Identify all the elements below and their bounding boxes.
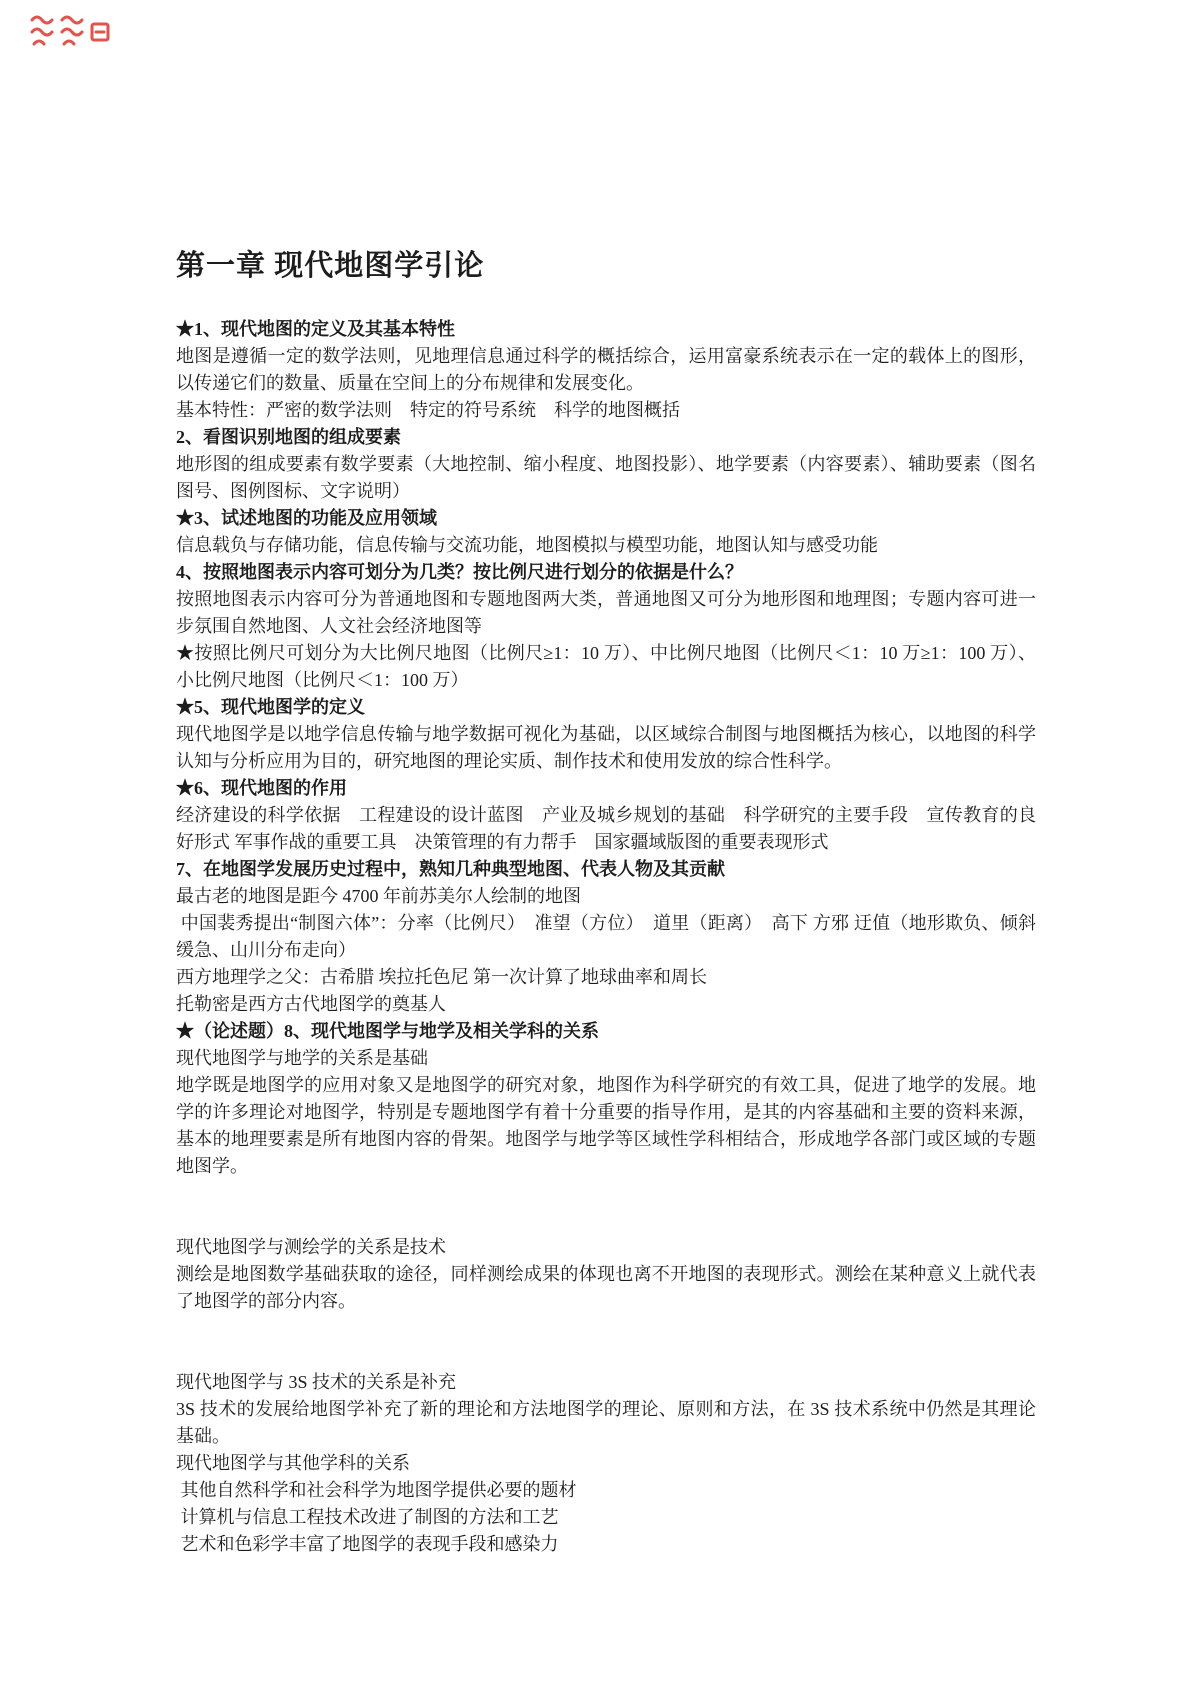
question-heading-2: 2、看图识别地图的组成要素 <box>176 427 401 447</box>
question-heading-1: ★1、现代地图的定义及其基本特性 <box>176 319 455 339</box>
answer-paragraph: 现代地图学与测绘学的关系是技术 <box>176 1237 446 1257</box>
answer-paragraph: 测绘是地图数学基础获取的途径，同样测绘成果的体现也离不开地图的表现形式。测绘在某种意义上就代表了地图学的部分内容。 <box>176 1264 1036 1311</box>
answer-paragraph: 地学既是地图学的应用对象又是地图学的研究对象，地图作为科学研究的有效工具，促进了地学的发展。地学的许多理论对地图学，特别是专题地图学有着十分重要的指导作用，是其的内容基础和主要的资料来源，基本的地理要素是所有地图内容的骨架。地图学与地学等区域性学科相结合，形成地学各部门或区域的专题地图学。 <box>176 1075 1036 1176</box>
question-heading-5: ★5、现代地图学的定义 <box>176 697 365 717</box>
answer-paragraph: 信息载负与存储功能，信息传输与交流功能，地图模拟与模型功能，地图认知与感受功能 <box>176 535 878 555</box>
answer-paragraph: 中国裴秀提出“制图六体”：分率（比例尺） 准望（方位） 道里（距离） 高下 方邪 迂值（地形欺负、倾斜缓急、山川分布走向） <box>176 913 1036 960</box>
answer-paragraph: 现代地图学与 3S 技术的关系是补充 <box>176 1372 457 1392</box>
answer-paragraph: 基本特性：严密的数学法则 特定的符号系统 科学的地图概括 <box>176 400 680 420</box>
question-heading-3: ★3、试述地图的功能及应用领域 <box>176 508 437 528</box>
question-heading-7: 7、在地图学发展历史过程中，熟知几种典型地图、代表人物及其贡献 <box>176 859 725 879</box>
answer-paragraph: 现代地图学与地学的关系是基础 <box>176 1048 428 1068</box>
answer-paragraph: 3S 技术的发展给地图学补充了新的理论和方法地图学的理论、原则和方法，在 3S 技术系统中仍然是其理论基础。 <box>176 1399 1036 1446</box>
question-heading-6: ★6、现代地图的作用 <box>176 778 347 798</box>
answer-paragraph: 经济建设的科学依据 工程建设的设计蓝图 产业及城乡规划的基础 科学研究的主要手段 宣传教育的良好形式 军事作战的重要工具 决策管理的有力帮手 国家疆域版图的重要表现形式 <box>176 805 1036 852</box>
answer-paragraph: 地形图的组成要素有数学要素（大地控制、缩小程度、地图投影）、地学要素（内容要素）、辅助要素（图名图号、图例图标、文字说明） <box>176 454 1036 501</box>
answer-paragraph: 托勒密是西方古代地图学的奠基人 <box>176 994 446 1014</box>
answer-paragraph: 地图是遵循一定的数学法则，见地理信息通过科学的概括综合，运用富豪系统表示在一定的载体上的图形，以传递它们的数量、质量在空间上的分布规律和发展变化。 <box>176 346 1036 393</box>
answer-paragraph: 西方地理学之父：古希腊 埃拉托色尼 第一次计算了地球曲率和周长 <box>176 967 707 987</box>
answer-paragraph: 其他自然科学和社会科学为地图学提供必要的题材 <box>176 1480 577 1500</box>
red-watermark-strokes <box>32 17 108 44</box>
question-heading-8: ★（论述题）8、现代地图学与地学及相关学科的关系 <box>176 1021 599 1041</box>
answer-paragraph: 最古老的地图是距今 4700 年前苏美尔人绘制的地图 <box>176 886 581 906</box>
answer-paragraph: ★按照比例尺可划分为大比例尺地图（比例尺≥1：10 万）、中比例尺地图（比例尺＜1：10 万≥1：100 万）、小比例尺地图（比例尺＜1：100 万） <box>176 643 1036 690</box>
blank-line <box>176 1180 1036 1234</box>
answer-paragraph: 计算机与信息工程技术改进了制图的方法和工艺 <box>176 1507 559 1527</box>
answer-paragraph: 现代地图学与其他学科的关系 <box>176 1453 410 1473</box>
chapter-title: 第一章 现代地图学引论 <box>176 250 485 282</box>
answer-paragraph: 现代地图学是以地学信息传输与地学数据可视化为基础，以区域综合制图与地图概括为核心，以地图的科学认知与分析应用为目的，研究地图的理论实质、制作技术和使用发放的综合性科学。 <box>176 724 1036 771</box>
notes-content <box>176 246 1036 1558</box>
blank-line <box>176 1315 1036 1369</box>
question-heading-4: 4、按照地图表示内容可划分为几类？按比例尺进行划分的依据是什么？ <box>176 562 743 582</box>
red-watermark-icon <box>28 8 112 60</box>
answer-paragraph: 按照地图表示内容可分为普通地图和专题地图两大类，普通地图又可分为地形图和地理图；专题内容可进一步氛围自然地图、人文社会经济地图等 <box>176 589 1036 636</box>
answer-paragraph: 艺术和色彩学丰富了地图学的表现手段和感染力 <box>176 1534 559 1554</box>
